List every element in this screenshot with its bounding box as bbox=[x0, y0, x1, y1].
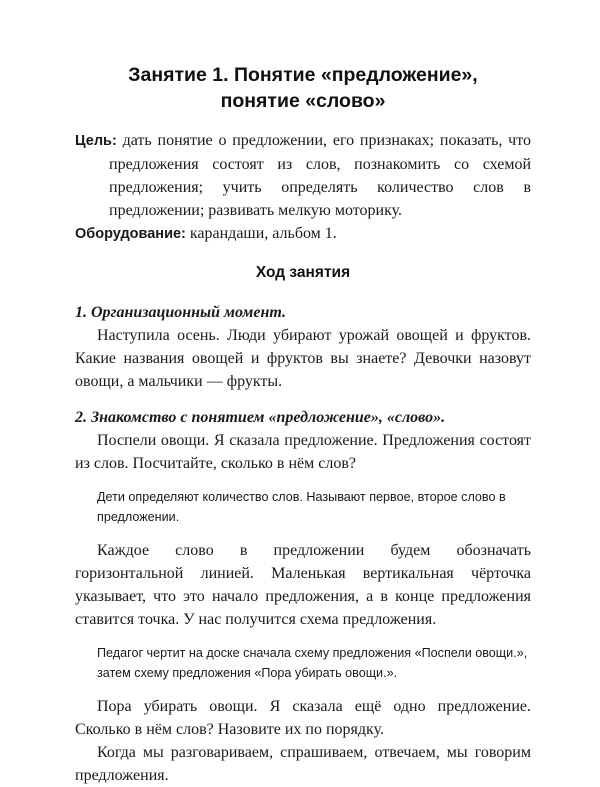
item-2-note-2: Педагог чертит на доске сначала схему предложения «Поспели овощи.», затем схему предложения «Пора убирать овощи.». bbox=[97, 646, 528, 680]
lesson-meta bbox=[75, 129, 531, 246]
equipment-text: карандаши, альбом 1. bbox=[189, 225, 337, 242]
equipment-paragraph bbox=[75, 222, 531, 246]
lesson-title-line-1: Занятие 1. Понятие «предложение», bbox=[128, 64, 478, 86]
document-page bbox=[75, 62, 531, 787]
item-2-note-1: Дети определяют количество слов. Называют первое, второе слово в предложении. bbox=[97, 490, 506, 524]
goal-paragraph bbox=[75, 129, 531, 222]
item-2-paragraph-4: Когда мы разговариваем, спрашиваем, отвечаем, мы говорим предложения. bbox=[75, 744, 531, 784]
item-2-paragraph-1: Поспели овощи. Я сказала предложение. Предложения состоят из слов. Посчитайте, сколько в нём слов? bbox=[75, 432, 531, 472]
item-1-paragraph: Наступила осень. Люди убирают урожай овощей и фруктов. Какие названия овощей и фруктов вы знаете? Девочки назовут овощи, а мальчики — фрукты. bbox=[75, 327, 531, 390]
lesson-title bbox=[75, 62, 531, 114]
item-2-paragraph-2: Каждое слово в предложении будем обозначать горизонтальной линией. Маленькая вертикальная чёрточка указывает, что это начало предложения, а в конце предложения ставится точка. У нас получится схема предложения. bbox=[75, 542, 531, 628]
item-1 bbox=[75, 302, 531, 393]
goal-label: Цель: bbox=[75, 133, 117, 149]
item-2-paragraph-3: Пора убирать овощи. Я сказала ещё одно предложение. Сколько в нём слов? Назовите их по порядку. bbox=[75, 698, 531, 738]
lesson-title-line-2: понятие «слово» bbox=[220, 90, 386, 112]
goal-text: дать понятие о предложении, его признаках; показать, что предложения состоят из слов, познакомить со схемой предложения; учить определять количество слов в предложении; развивать мелкую моторику. bbox=[109, 132, 532, 219]
item-2-heading: 2. Знакомство с понятием «предложение», «слово». bbox=[75, 409, 446, 426]
item-1-heading: 1. Организационный момент. bbox=[75, 304, 286, 321]
item-2 bbox=[75, 407, 531, 787]
equipment-label: Оборудование: bbox=[75, 226, 186, 242]
section-heading: Ход занятия bbox=[255, 264, 351, 281]
